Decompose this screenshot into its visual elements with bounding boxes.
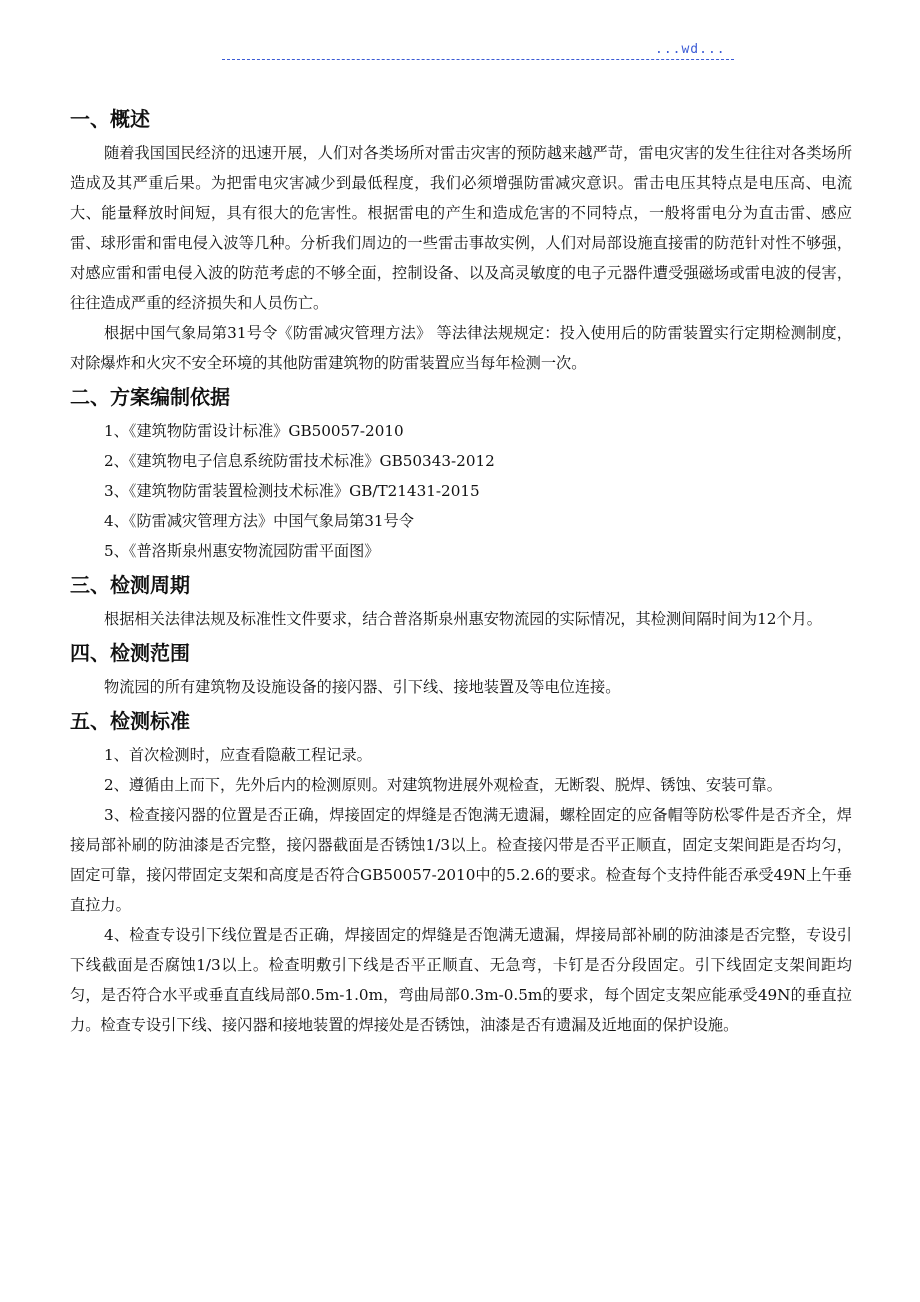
section-title-cycle: 三、检测周期	[70, 573, 190, 597]
section-title-standard: 五、检测标准	[70, 709, 190, 733]
basis-item: 2、《建筑物电子信息系统防雷技术标准》GB50343-2012	[104, 452, 495, 470]
standard-paragraph-3: 3、检查接闪器的位置是否正确，焊接固定的焊缝是否饱满无遗漏，螺栓固定的应备帽等防松零件是否齐全，焊接局部补刷的防油漆是否完整，接闪器截面是否锈蚀1/3以上。检查接闪带是否平正顺直，固定支架间距是否均匀，固定可靠，接闪带固定支架和高度是否符合GB50057-2010中的5.2.6的要求。检查每个支持件能否承受49N上午垂直拉力。	[70, 806, 852, 914]
document-body	[70, 100, 852, 1040]
cycle-paragraph: 根据相关法律法规及标准性文件要求，结合普洛斯泉州惠安物流园的实际情况，其检测间隔时间为12个月。	[104, 610, 822, 628]
standard-paragraph-1: 1、首次检测时，应查看隐蔽工程记录。	[104, 746, 372, 764]
header-rule	[222, 59, 734, 60]
section-title-overview: 一、概述	[70, 107, 150, 131]
basis-item: 4、《防雷减灾管理方法》中国气象局第31号令	[104, 512, 414, 530]
section-title-scope: 四、检测范围	[70, 641, 190, 665]
scope-paragraph: 物流园的所有建筑物及设施设备的接闪器、引下线、接地装置及等电位连接。	[104, 678, 621, 696]
header-mark: ...wd...	[655, 42, 726, 57]
section-title-basis: 二、方案编制依据	[70, 385, 230, 409]
basis-item: 1、《建筑物防雷设计标准》GB50057-2010	[104, 422, 404, 440]
basis-item: 3、《建筑物防雷装置检测技术标准》GB/T21431-2015	[104, 482, 480, 500]
overview-paragraph-1: 随着我国国民经济的迅速开展，人们对各类场所对雷击灾害的预防越来越严苛，雷电灾害的发生往往对各类场所造成及其严重后果。为把雷电灾害减少到最低程度，我们必须增强防雷减灾意识。雷击电压其特点是电压高、电流大、能量释放时间短，具有很大的危害性。根据雷电的产生和造成危害的不同特点，一般将雷电分为直击雷、感应雷、球形雷和雷电侵入波等几种。分析我们周边的一些雷击事故实例，人们对局部设施直接雷的防范针对性不够强，对感应雷和雷电侵入波的防范考虑的不够全面，控制设备、以及高灵敏度的电子元器件遭受强磁场或雷电波的侵害，往往造成严重的经济损失和人员伤亡。	[70, 144, 852, 312]
standard-paragraph-2: 2、遵循由上而下，先外后内的检测原则。对建筑物进展外观检查，无断裂、脱焊、锈蚀、安装可靠。	[104, 776, 782, 794]
standard-paragraph-4: 4、检查专设引下线位置是否正确，焊接固定的焊缝是否饱满无遗漏，焊接局部补刷的防油漆是否完整，专设引下线截面是否腐蚀1/3以上。检查明敷引下线是否平正顺直、无急弯，卡钉是否分段固定。引下线固定支架间距均匀，是否符合水平或垂直直线局部0.5m-1.0m，弯曲局部0.3m-0.5m的要求，每个固定支架应能承受49N的垂直拉力。检查专设引下线、接闪器和接地装置的焊接处是否锈蚀，油漆是否有遗漏及近地面的保护设施。	[70, 926, 852, 1034]
overview-paragraph-2: 根据中国气象局第31号令《防雷减灾管理方法》 等法律法规规定：投入使用后的防雷装置实行定期检测制度，对除爆炸和火灾不安全环境的其他防雷建筑物的防雷装置应当每年检测一次。	[70, 324, 852, 372]
basis-item: 5、《普洛斯泉州惠安物流园防雷平面图》	[104, 542, 380, 560]
